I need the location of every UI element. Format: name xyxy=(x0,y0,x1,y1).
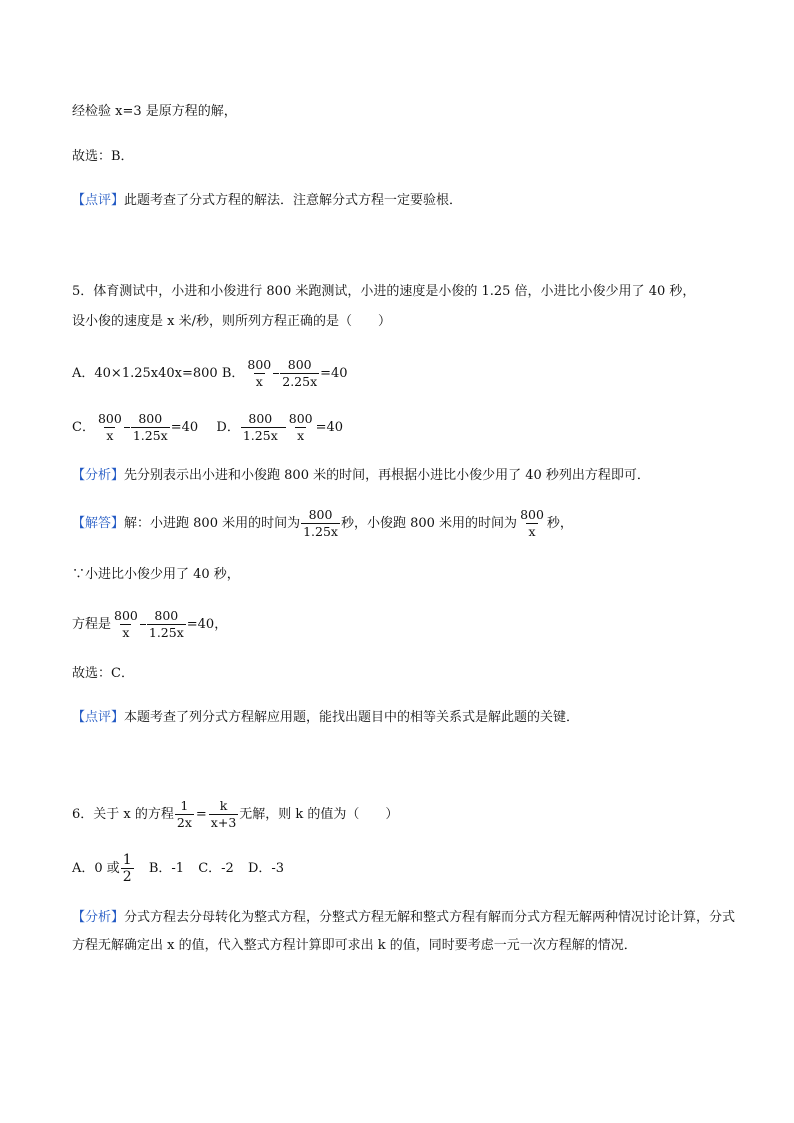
fraction xyxy=(112,608,140,641)
comment-tag: 【点评】 xyxy=(72,710,125,725)
q5-options-cd xyxy=(72,410,734,446)
minus-sign xyxy=(273,373,279,374)
equation-label: 方程是 xyxy=(72,617,112,632)
stem-text: 6．关于 x 的方程 xyxy=(72,807,174,822)
numerator: 800 xyxy=(288,411,313,426)
fraction xyxy=(518,507,546,540)
q5-equation xyxy=(72,607,734,643)
denominator: x xyxy=(106,428,114,443)
q5-option-b xyxy=(221,357,348,389)
comment-tag: 【点评】 xyxy=(72,193,125,208)
minus-sign xyxy=(124,427,130,428)
prev-comment xyxy=(72,192,734,210)
q5-option-d xyxy=(216,411,344,443)
comment-text: 此题考查了分式方程的解法．注意解分式方程一定要验根． xyxy=(124,193,463,208)
q5-choice: 故选：C． xyxy=(72,666,134,681)
fraction xyxy=(147,608,186,641)
q6-options xyxy=(72,851,734,887)
fraction xyxy=(175,798,194,831)
denominator: 2x xyxy=(176,815,192,830)
numerator: 800 xyxy=(114,608,138,623)
denominator: 2.25x xyxy=(282,374,318,389)
q6-option-b: B．-1 xyxy=(148,861,185,876)
q5-answer xyxy=(72,506,734,542)
answer-text: 秒， xyxy=(546,516,573,531)
analysis-text: 分式方程去分母转化为整式方程，分整式方程无解和整式方程有解而分式方程无解两种情况讨论计算，分式方程无解确定出 x 的值，代入整式方程计算即可求出 k 的值，同时要考虑一元一次方程解的情况． xyxy=(72,910,736,953)
numerator: 800 xyxy=(308,507,333,522)
answer-text: 解：小进跑 800 米用的时间为 xyxy=(124,516,301,531)
q6-analysis xyxy=(72,904,744,960)
q6-option-a: A．0 或 xyxy=(72,861,120,876)
numerator: 800 xyxy=(154,608,179,623)
comment-text: 本题考查了列分式方程解应用题，能找出题目中的相等关系式是解此题的关键． xyxy=(124,710,580,725)
equals-forty: =40， xyxy=(186,617,228,632)
numerator: 1 xyxy=(180,798,189,813)
numerator: 800 xyxy=(287,357,312,372)
option-c-label: C． xyxy=(72,420,95,435)
fraction xyxy=(131,411,170,444)
numerator: 800 xyxy=(138,411,163,426)
analysis-tag: 【分析】 xyxy=(72,468,125,483)
q5-option-a: A．40×1.25x40x=800 xyxy=(72,366,218,381)
fraction xyxy=(241,411,280,444)
prev-choice: 故选：B． xyxy=(72,149,134,164)
fraction xyxy=(280,357,319,390)
numerator: 800 xyxy=(520,507,544,522)
denominator: x xyxy=(122,625,130,640)
equals-forty: =40 xyxy=(315,420,344,435)
q5-options-ab xyxy=(72,356,734,392)
answer-text: 秒，小俊跑 800 米用的时间为 xyxy=(340,516,518,531)
equals-sign: = xyxy=(195,807,207,822)
q5-stem-line1: 5．体育测试中，小进和小俊进行 800 米跑测试，小进的速度是小俊的 1.25 倍，小进比小俊少用了 40 秒， xyxy=(72,284,696,299)
check-line: 经检验 x=3 是原方程的解， xyxy=(72,104,237,119)
q6-option-d: D．-3 xyxy=(247,861,285,876)
denominator: 1.25x xyxy=(303,524,338,539)
denominator: 2 xyxy=(122,869,132,885)
fraction xyxy=(245,357,273,390)
equals-forty: =40 xyxy=(320,366,348,381)
q5-comment xyxy=(72,709,734,727)
denominator: x xyxy=(255,374,263,389)
q5-because: ∵小进比小俊少用了 40 秒， xyxy=(72,567,240,582)
analysis-text: 先分别表示出小进和小俊跑 800 米的时间，再根据小进比小俊少用了 40 秒列出方程即可． xyxy=(124,468,650,483)
option-b-label: B． xyxy=(221,366,245,381)
q5-stem-line2: 设小俊的速度是 x 米/秒，则所列方程正确的是（ ） xyxy=(72,314,391,329)
q5-option-c xyxy=(72,411,202,443)
numerator: 800 xyxy=(247,357,272,372)
fraction xyxy=(301,507,340,540)
denominator: x xyxy=(528,524,536,539)
option-d-label: D． xyxy=(216,420,240,435)
denominator: 1.25x xyxy=(132,428,168,443)
analysis-tag: 【分析】 xyxy=(72,910,125,925)
denominator: x+3 xyxy=(210,815,237,830)
fraction xyxy=(121,852,134,885)
minus-sign xyxy=(140,624,146,625)
fraction xyxy=(96,411,124,444)
denominator: 1.25x xyxy=(148,625,184,640)
fraction xyxy=(287,411,315,444)
denominator: 1.25x xyxy=(242,428,278,443)
numerator: k xyxy=(219,798,228,813)
answer-tag: 【解答】 xyxy=(72,516,125,531)
stem-text: 无解，则 k 的值为（ ） xyxy=(239,807,399,822)
numerator: 1 xyxy=(122,852,132,868)
numerator: 800 xyxy=(97,411,122,426)
q6-stem xyxy=(72,797,734,833)
q6-option-c: C．-2 xyxy=(198,861,234,876)
q5-analysis xyxy=(72,467,734,485)
equals-forty: =40 xyxy=(170,420,199,435)
denominator: x xyxy=(297,428,305,443)
minus-sign xyxy=(280,427,286,428)
fraction xyxy=(209,798,238,831)
numerator: 800 xyxy=(248,411,273,426)
